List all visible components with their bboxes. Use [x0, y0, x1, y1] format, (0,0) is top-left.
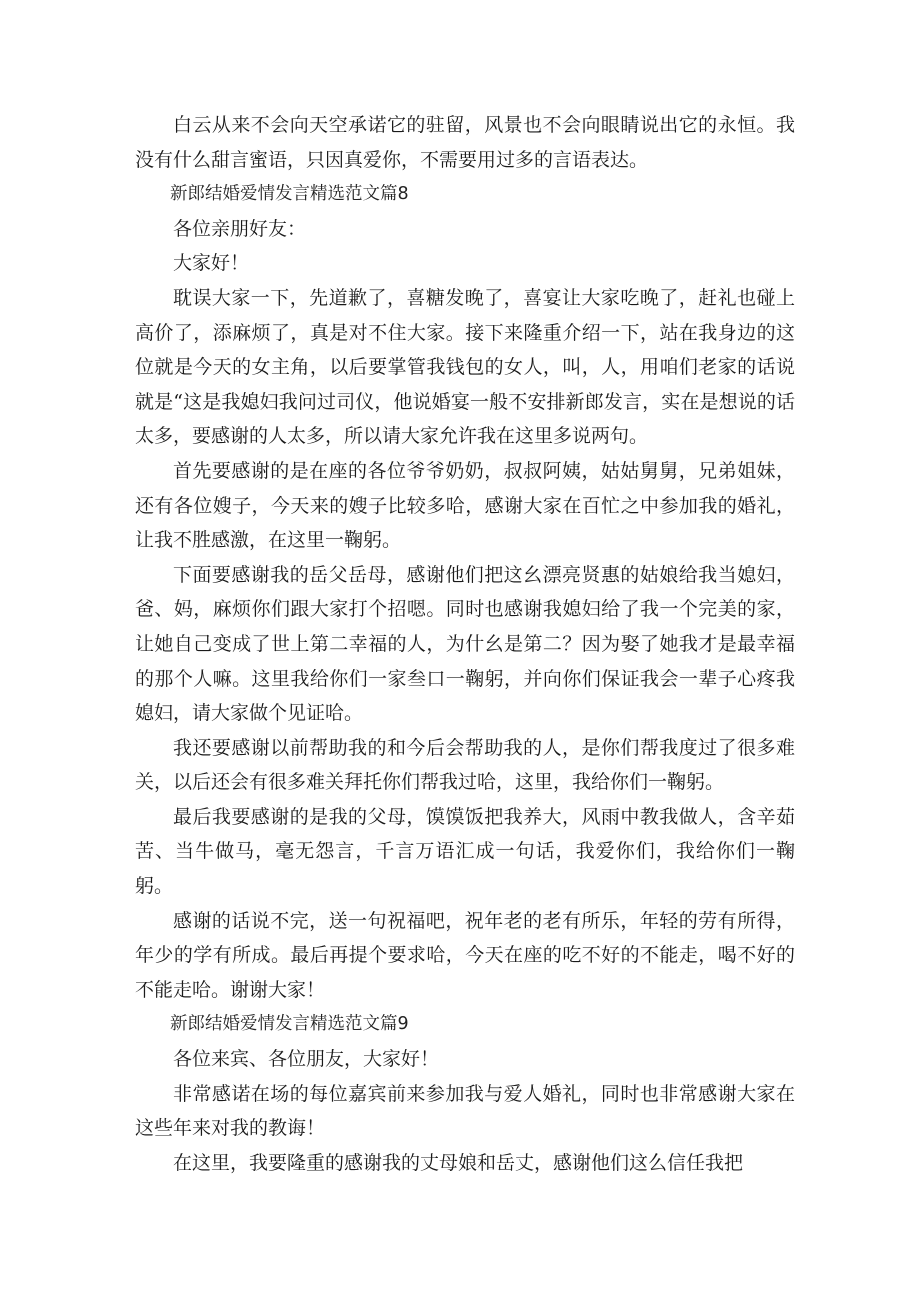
section-heading-8: 新郎结婚爱情发言精选范文篇8 — [170, 184, 409, 205]
paragraph-apology: 耽误大家一下，先道歉了，喜糖发晚了，喜宴让大家吃晚了，赶礼也碰上高价了，添麻烦了，真是对不住大家。接下来隆重介绍一下，站在我身边的这位就是今天的女主角，以后要掌管我钱包的女人，叫，人，用咱们老家的话说就是“这是我媳妇我问过司仪，他说婚宴一般不安排新郎发言，实在是想说的话太多，要感谢的人太多，所以请大家允许我在这里多说两句。 — [135, 286, 795, 448]
paragraph-thanks-helpers: 我还要感谢以前帮助我的和今后会帮助我的人，是你们帮我度过了很多难关，以后还会有很多难关拜托你们帮我过哈，这里，我给你们一鞠躬。 — [135, 736, 795, 794]
paragraph-intro: 白云从来不会向天空承诺它的驻留，风景也不会向眼睛说出它的永恒。我没有什么甜言蜜语，只因真爱你，不需要用过多的言语表达。 — [135, 114, 795, 171]
paragraph-thanks-guests: 首先要感谢的是在座的各位爷爷奶奶，叔叔阿姨，姑姑舅舅，兄弟姐妹，还有各位嫂子，今天来的嫂子比较多哈，感谢大家在百忙之中参加我的婚礼，让我不胜感激，在这里一鞠躬。 — [135, 459, 795, 552]
greeting-relatives: 各位亲朋好友： — [173, 217, 307, 240]
paragraph-blessing: 感谢的话说不完，送一句祝福吧，祝年老的老有所乐，年轻的劳有所得，年少的学有所成。最后再提个要求哈，今天在座的吃不好的不能走，喝不好的不能走哈。谢谢大家！ — [135, 909, 795, 1001]
greeting-hello: 大家好！ — [173, 252, 250, 275]
greeting-guests: 各位来宾、各位朋友，大家好！ — [173, 1048, 440, 1071]
paragraph-thanks-attendance: 非常感诺在场的每位嘉宾前来参加我与爱人婚礼，同时也非常感谢大家在这些年来对我的教诲！ — [135, 1082, 795, 1140]
section-heading-9: 新郎结婚爱情发言精选范文篇9 — [170, 1014, 409, 1035]
document-body — [135, 108, 795, 1180]
paragraph-thanks-in-laws: 下面要感谢我的岳父岳母，感谢他们把这幺漂亮贤惠的姑娘给我当媳妇，爸、妈，麻烦你们跟大家打个招嗯。同时也感谢我媳妇给了我一个完美的家，让她自己变成了世上第二幸福的人，为什幺是第二？因为娶了她我才是最幸福的那个人嘛。这里我给你们一家叁口一鞠躬，并向你们保证我会一辈子心疼我媳妇，请大家做个见证哈。 — [135, 563, 795, 725]
paragraph-thanks-mother-in-law: 在这里，我要隆重的感谢我的丈母娘和岳丈，感谢他们这么信任我把 — [173, 1151, 744, 1174]
paragraph-thanks-parents: 最后我要感谢的是我的父母，馍馍饭把我养大，风雨中教我做人，含辛茹苦、当牛做马，毫无怨言，千言万语汇成一句话，我爱你们，我给你们一鞠躬。 — [135, 805, 795, 898]
